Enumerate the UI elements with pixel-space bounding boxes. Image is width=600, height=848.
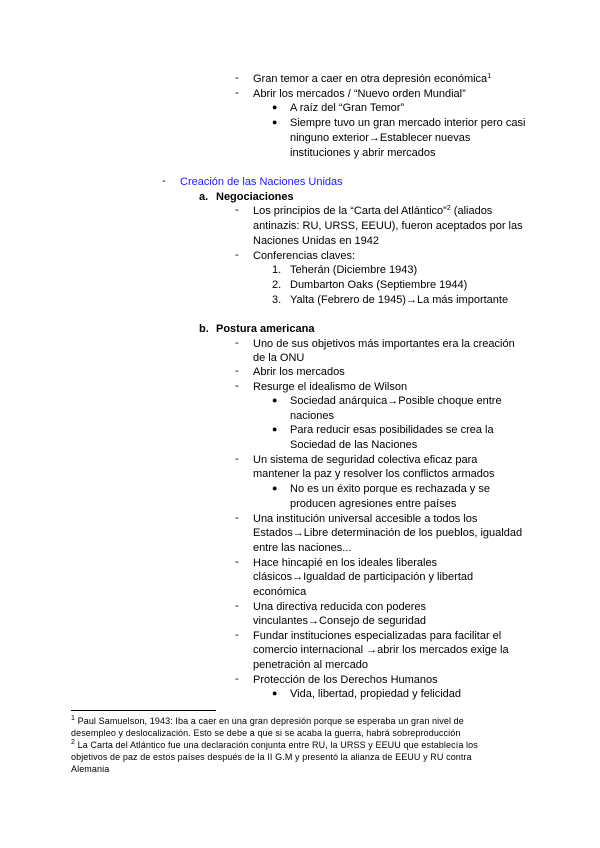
postura-item-6: Hace hincapié en los ideales liberales — [253, 557, 438, 569]
postura-item-4: Un sistema de seguridad colectiva eficaz para — [253, 454, 478, 466]
list-dash: - — [235, 600, 239, 612]
subsection-label-b: b. — [199, 323, 209, 335]
footnote-1: $^1$ Paul Samuelson, 1943: Iba a caer en una gran depresión porque se esperaba un gran nivel de — [71, 715, 464, 726]
list-dash: - — [162, 175, 166, 187]
postura-item-3: Resurge el idealismo de Wilson — [253, 381, 408, 393]
intro-sub-2-line: Siempre tuvo un gran mercado interior pero casi — [290, 117, 526, 129]
conference-item: Teherán (Diciembre 1943) — [290, 264, 418, 276]
intro-sub-2-line: ninguno exterior→Establecer nuevas — [290, 132, 471, 144]
list-dash: - — [235, 380, 239, 392]
bullet-icon: ● — [272, 102, 278, 112]
list-dash: - — [235, 87, 239, 99]
footnote-1-line: desempleo y deslocalización. Esto se debe a que si se acaba la guerra, habrá sobreproducción — [71, 728, 461, 738]
footnote-ref-2[interactable]: 2 — [446, 205, 451, 212]
postura-item-8-line: comercio internacional →abrir los mercados exige la — [253, 644, 509, 656]
intro-item-1: Gran temor a caer en otra depresión económica$^1$ — [253, 73, 492, 85]
negociaciones-item-1: Los principios de la “Carta del Atlántico”$^2$ (aliados — [253, 205, 493, 217]
subsection-label-a: a. — [199, 191, 209, 203]
list-dash: - — [235, 72, 239, 84]
postura-item-1: Uno de sus objetivos más importantes era la creación — [253, 338, 515, 350]
list-dash: - — [235, 556, 239, 568]
negociaciones-item-1-line: antinazis: RU, URSS, EEUU), fueron aceptados por las — [253, 220, 523, 232]
bullet-icon: ● — [272, 395, 278, 405]
subsection-heading-b: Postura americana — [216, 323, 315, 335]
conference-number: 3. — [272, 294, 282, 306]
list-dash: - — [235, 629, 239, 641]
list-dash: - — [235, 337, 239, 349]
postura-item-3-sub-2: Para reducir esas posibilidades se crea la — [290, 424, 494, 436]
postura-item-4-sub-1: No es un éxito porque es rechazada y se — [290, 483, 490, 495]
postura-item-8-line: penetración al mercado — [253, 659, 368, 671]
negociaciones-item-2: Conferencias claves: — [253, 250, 356, 262]
postura-item-5-line: entre las naciones... — [253, 542, 352, 554]
bullet-icon: ● — [272, 117, 278, 127]
bullet-icon: ● — [272, 688, 278, 698]
postura-item-2: Abrir los mercados — [253, 366, 345, 378]
postura-item-6-line: clásicos→Igualdad de participación y libertad — [253, 571, 474, 583]
intro-item-2: Abrir los mercados / “Nuevo orden Mundial” — [253, 88, 466, 100]
negociaciones-item-1-line: Naciones Unidas en 1942 — [253, 235, 379, 247]
bullet-icon: ● — [272, 424, 278, 434]
intro-sub-1: A raíz del “Gran Temor” — [290, 102, 405, 114]
postura-item-9: Protección de los Derechos Humanos — [253, 674, 438, 686]
postura-item-7: Una directiva reducida con poderes — [253, 601, 427, 613]
section-title: Creación de las Naciones Unidas — [180, 176, 343, 188]
postura-item-3-sub-1: Sociedad anárquica→Posible choque entre — [290, 395, 502, 407]
postura-item-4-sub-1-line: producen agresiones entre países — [290, 498, 457, 510]
intro-sub-2-line: instituciones y abrir mercados — [290, 147, 436, 159]
subsection-heading-a: Negociaciones — [216, 191, 294, 203]
bullet-icon: ● — [272, 483, 278, 493]
footnote-number: 2 — [71, 739, 75, 746]
conference-number: 1. — [272, 264, 282, 276]
list-dash: - — [235, 249, 239, 261]
postura-item-5-line: Estados→Libre determinación de los pueblos, igualdad — [253, 527, 523, 539]
postura-item-3-sub-2-line: Sociedad de las Naciones — [290, 439, 418, 451]
footnote-2-line: Alemania — [71, 764, 110, 774]
list-dash: - — [235, 365, 239, 377]
postura-item-4-line: mantener la paz y resolver los conflictos armados — [253, 468, 495, 480]
postura-item-8: Fundar instituciones especializadas para facilitar el — [253, 630, 502, 642]
footnote-2-line: objetivos de paz de estos países después de la II G.M y presentó la alianza de EEUU y RU contra — [71, 752, 472, 762]
list-dash: - — [235, 673, 239, 685]
postura-item-6-line: económica — [253, 586, 307, 598]
conference-number: 2. — [272, 279, 282, 291]
footnote-2: $^2$ La Carta del Atlántico fue una declaración conjunta entre RU, la URSS y EEUU que establecía los — [71, 739, 478, 750]
postura-item-5: Una institución universal accesible a todos los — [253, 513, 478, 525]
list-dash: - — [235, 204, 239, 216]
conference-item: Dumbarton Oaks (Septiembre 1944) — [290, 279, 468, 291]
postura-item-9-sub-1: Vida, libertad, propiedad y felicidad — [290, 688, 462, 700]
footnote-ref-1[interactable]: 1 — [487, 73, 492, 80]
postura-item-3-sub-1-line: naciones — [290, 410, 335, 422]
list-dash: - — [235, 453, 239, 465]
list-dash: - — [235, 512, 239, 524]
footnote-separator — [71, 710, 216, 711]
postura-item-7-line: vinculantes→Consejo de seguridad — [253, 615, 427, 627]
footnote-number: 1 — [71, 715, 75, 722]
conference-item: Yalta (Febrero de 1945)→La más importante — [290, 294, 509, 306]
postura-item-1-line: de la ONU — [253, 352, 305, 364]
